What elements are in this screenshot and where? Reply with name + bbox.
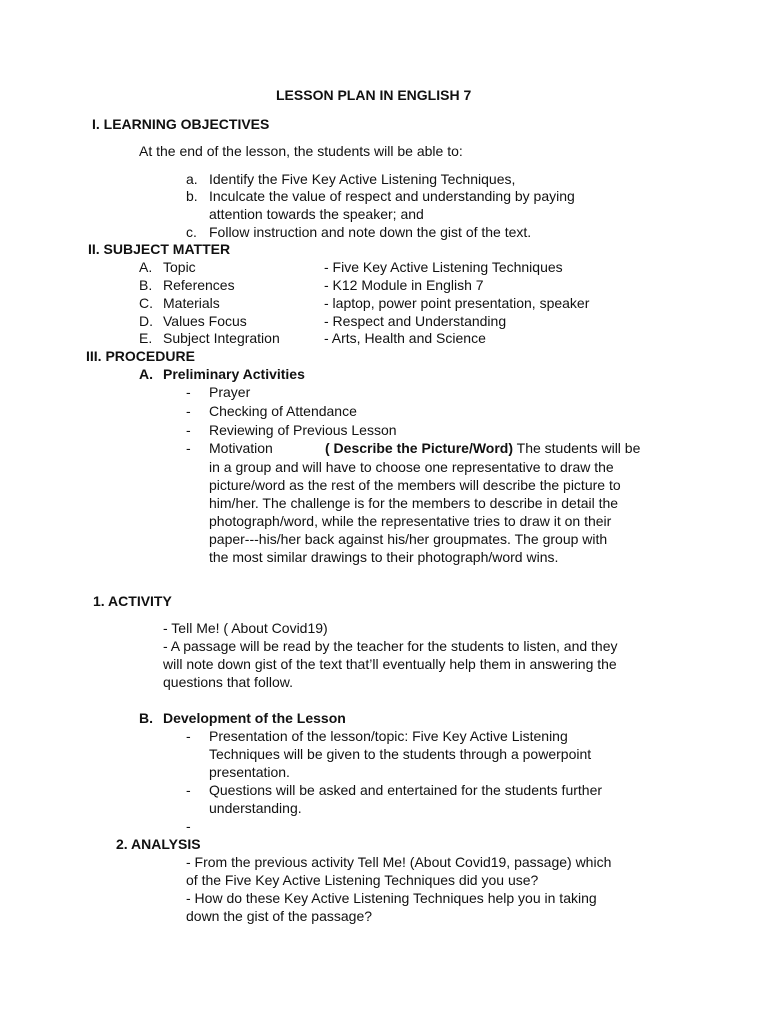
motivation-line: the most similar drawings to their photograph/word wins. (209, 549, 559, 565)
list-dash: - (186, 440, 191, 456)
list-dash: - (186, 422, 191, 438)
motivation-label: Motivation (209, 440, 273, 456)
analysis-line: - How do these Key Active Listening Techniques help you in taking (186, 890, 597, 906)
list-item: Reviewing of Previous Lesson (209, 422, 397, 438)
subject-row-marker: C. (139, 295, 153, 311)
objective-item: Follow instruction and note down the gist of the text. (209, 224, 532, 240)
subject-row-label: Topic (163, 259, 196, 275)
list-item: Checking of Attendance (209, 403, 357, 419)
analysis-line: down the gist of the passage? (186, 908, 373, 924)
subject-row-marker: A. (139, 259, 153, 275)
motivation-line: photograph/word, while the representative tries to draw it on their (209, 513, 612, 529)
subsection-title-development: Development of the Lesson (163, 710, 346, 726)
subject-row-label: Materials (163, 295, 220, 311)
subject-row-marker: E. (139, 330, 153, 346)
development-item: Presentation of the lesson/topic: Five Key Active Listening (209, 728, 568, 744)
motivation-line: in a group and will have to choose one representative to draw the (209, 459, 614, 475)
activity-line: - A passage will be read by the teacher for the students to listen, and they (163, 638, 618, 654)
activity-line: will note down gist of the text that’ll eventually help them in answering the (163, 656, 617, 672)
motivation-line: paper---his/her back against his/her groupmates. The group with (209, 531, 608, 547)
subsection-marker: B. (139, 710, 153, 726)
activity-line: - Tell Me! ( About Covid19) (163, 620, 328, 636)
subsection-title-preliminary: Preliminary Activities (163, 366, 305, 382)
subject-row-label: Subject Integration (163, 330, 280, 346)
list-item: Prayer (209, 384, 251, 400)
motivation-first-line (325, 440, 675, 457)
list-dash: - (186, 384, 191, 400)
subject-row-label: References (163, 277, 235, 293)
section-heading-activity: 1. ACTIVITY (93, 593, 172, 609)
list-dash: - (186, 403, 191, 419)
list-dash: - (186, 728, 191, 744)
motivation-bold-heading: ( Describe the Picture/Word) (325, 440, 514, 456)
list-dash: - (186, 782, 191, 798)
objective-marker: b. (186, 188, 198, 204)
subject-row-value: - Respect and Understanding (324, 313, 507, 329)
subsection-marker: A. (139, 366, 153, 382)
subject-row-marker: B. (139, 277, 153, 293)
objectives-intro: At the end of the lesson, the students will be able to: (139, 143, 463, 159)
subject-row-label: Values Focus (163, 313, 247, 329)
activity-line: questions that follow. (163, 674, 293, 690)
objective-marker: a. (186, 171, 198, 187)
objective-marker: c. (186, 224, 197, 240)
motivation-line: him/her. The challenge is for the members to describe in detail the (209, 495, 619, 511)
section-heading-subject-matter: II. SUBJECT MATTER (88, 241, 231, 257)
section-heading-analysis: 2. ANALYSIS (116, 836, 201, 852)
subject-row-value: - Five Key Active Listening Techniques (324, 259, 563, 275)
section-heading-objectives: I. LEARNING OBJECTIVES (92, 116, 270, 132)
subject-row-value: - K12 Module in English 7 (324, 277, 484, 293)
section-heading-procedure: III. PROCEDURE (86, 348, 195, 364)
development-item-continued: presentation. (209, 764, 290, 780)
list-dash: - (186, 818, 191, 834)
objective-item: Identify the Five Key Active Listening Techniques, (209, 171, 516, 187)
subject-row-marker: D. (139, 313, 153, 329)
development-item: Questions will be asked and entertained for the students further (209, 782, 603, 798)
subject-row-value: - Arts, Health and Science (324, 330, 486, 346)
objective-item: Inculcate the value of respect and understanding by paying (209, 188, 575, 204)
subject-row-value: - laptop, power point presentation, speaker (324, 295, 590, 311)
page-title: LESSON PLAN IN ENGLISH 7 (276, 87, 472, 103)
development-item-continued: Techniques will be given to the students through a powerpoint (209, 746, 592, 762)
motivation-line: picture/word as the rest of the members will describe the picture to (209, 477, 621, 493)
motivation-tail: The students will be (513, 440, 641, 456)
analysis-line: - From the previous activity Tell Me! (About Covid19, passage) which (186, 854, 612, 870)
objective-item-continued: attention towards the speaker; and (209, 206, 424, 222)
development-item-continued: understanding. (209, 800, 302, 816)
analysis-line: of the Five Key Active Listening Techniques did you use? (186, 872, 539, 888)
